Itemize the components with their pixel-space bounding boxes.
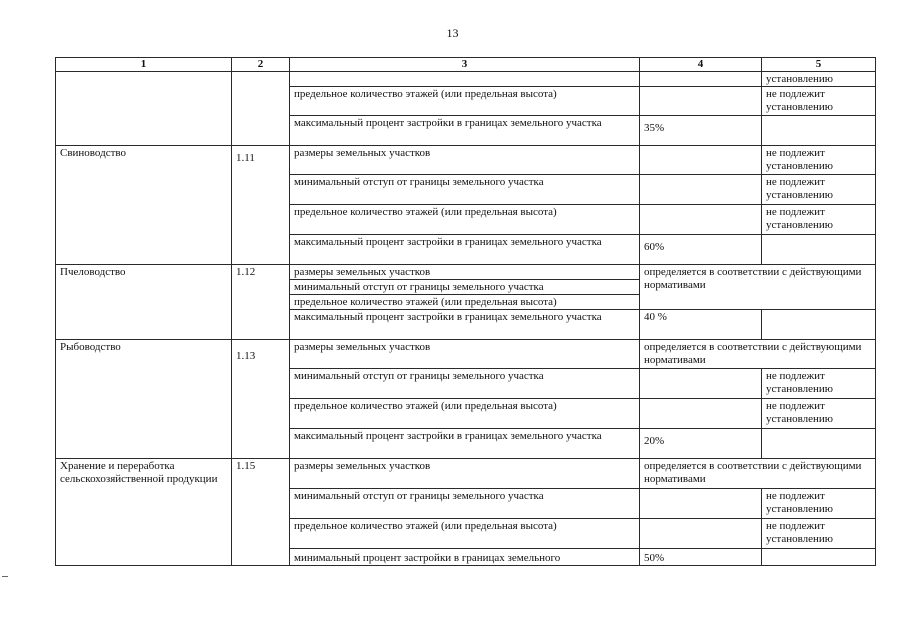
- cell-value: [640, 175, 762, 205]
- header-col-4: 4: [640, 58, 762, 72]
- cell-note: не подлежит установлению: [762, 175, 876, 205]
- table-row: [56, 340, 876, 369]
- cell-value: 60%: [640, 235, 762, 265]
- cell-note: не подлежит установлению: [762, 87, 876, 116]
- margin-mark: [2, 576, 8, 577]
- cell-parameter: размеры земельных участков: [290, 459, 640, 489]
- cell-note: не подлежит установлению: [762, 205, 876, 235]
- cell-activity-code: 1.12: [232, 265, 290, 340]
- cell-value: [640, 489, 762, 519]
- cell-value: 35%: [640, 116, 762, 146]
- cell-parameter: минимальный отступ от границы земельного участка: [290, 280, 640, 295]
- cell-parameter: минимальный отступ от границы земельного участка: [290, 489, 640, 519]
- cell-value: [640, 146, 762, 175]
- cell-parameter: максимальный процент застройки в границах земельного участка: [290, 116, 640, 146]
- cell-activity-code: 1.13: [232, 340, 290, 459]
- cell-parameter: [290, 72, 640, 87]
- cell-note: не подлежит установлению: [762, 146, 876, 175]
- header-col-3: 3: [290, 58, 640, 72]
- cell-parameter: предельное количество этажей (или предельная высота): [290, 87, 640, 116]
- cell-activity-name: Рыбоводство: [56, 340, 232, 459]
- cell-parameter: предельное количество этажей (или предельная высота): [290, 205, 640, 235]
- cell-parameter: минимальный отступ от границы земельного участка: [290, 175, 640, 205]
- cell-note: [762, 429, 876, 459]
- cell-activity-name: Пчеловодство: [56, 265, 232, 340]
- cell-parameter: максимальный процент застройки в границах земельного участка: [290, 235, 640, 265]
- cell-parameter: минимальный отступ от границы земельного участка: [290, 369, 640, 399]
- cell-parameter: предельное количество этажей (или предельная высота): [290, 399, 640, 429]
- cell-note: не подлежит установлению: [762, 519, 876, 549]
- cell-merged-value: определяется в соответствии с действующими нормативами: [640, 459, 876, 489]
- cell-activity-code: 1.11: [232, 146, 290, 265]
- cell-parameter: предельное количество этажей (или предельная высота): [290, 295, 640, 310]
- cell-empty: [232, 72, 290, 146]
- cell-note: не подлежит установлению: [762, 489, 876, 519]
- cell-value: [640, 205, 762, 235]
- cell-parameter: предельное количество этажей (или предельная высота): [290, 519, 640, 549]
- regulations-table: [55, 57, 876, 566]
- cell-activity-code: 1.15: [232, 459, 290, 566]
- cell-value: 40 %: [640, 310, 762, 340]
- cell-note: [762, 549, 876, 566]
- table-row: [56, 265, 876, 280]
- cell-value: 50%: [640, 549, 762, 566]
- cell-merged-value: определяется в соответствии с действующими нормативами: [640, 265, 876, 310]
- cell-parameter: размеры земельных участков: [290, 340, 640, 369]
- table-row: [56, 146, 876, 175]
- cell-parameter: размеры земельных участков: [290, 265, 640, 280]
- cell-value: [640, 369, 762, 399]
- cell-value: [640, 87, 762, 116]
- cell-value: 20%: [640, 429, 762, 459]
- cell-note: установлению: [762, 72, 876, 87]
- table-row: [56, 72, 876, 87]
- cell-empty: [56, 72, 232, 146]
- header-row: [56, 58, 876, 72]
- header-col-1: 1: [56, 58, 232, 72]
- cell-parameter: размеры земельных участков: [290, 146, 640, 175]
- cell-value: [640, 399, 762, 429]
- page-number: 13: [446, 26, 459, 40]
- cell-parameter: максимальный процент застройки в границах земельного участка: [290, 310, 640, 340]
- cell-note: [762, 310, 876, 340]
- cell-parameter: максимальный процент застройки в границах земельного участка: [290, 429, 640, 459]
- cell-merged-value: определяется в соответствии с действующими нормативами: [640, 340, 876, 369]
- cell-value: [640, 72, 762, 87]
- header-col-5: 5: [762, 58, 876, 72]
- cell-note: [762, 116, 876, 146]
- cell-note: [762, 235, 876, 265]
- cell-activity-name: Свиноводство: [56, 146, 232, 265]
- cell-value: [640, 519, 762, 549]
- cell-parameter: минимальный процент застройки в границах земельного: [290, 549, 640, 566]
- table-row: [56, 459, 876, 489]
- cell-note: не подлежит установлению: [762, 399, 876, 429]
- header-col-2: 2: [232, 58, 290, 72]
- cell-note: не подлежит установлению: [762, 369, 876, 399]
- cell-activity-name: Хранение и переработка сельскохозяйственной продукции: [56, 459, 232, 566]
